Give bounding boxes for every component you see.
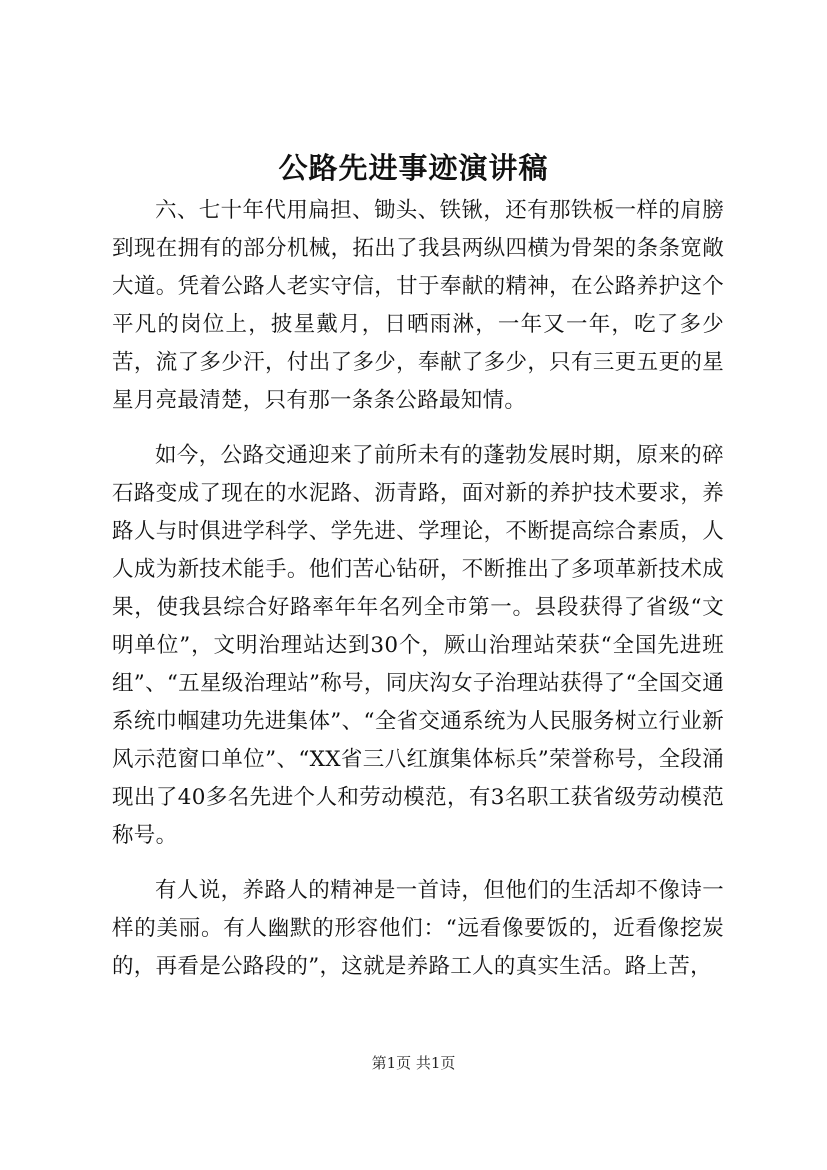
document-body <box>112 192 724 1003</box>
paragraph: 如今，公路交通迎来了前所未有的蓬勃发展时期，原来的碎石路变成了现在的水泥路、沥青路，面对新的养护技术要求，养路人与时俱进学科学、学先进、学理论，不断提高综合素质，人人成为新技术能手。他们苦心钻研，不断推出了多项革新技术成果，使我县综合好路率年年名列全市第一。县段获得了省级“文明单位”，文明治理站达到30个，厥山治理站荣获“全国先进班组”、“五星级治理站”称号，同庆沟女子治理站获得了“全国交通系统巾帼建功先进集体”、“全省交通系统为人民服务树立行业新风示范窗口单位”、“XX省三八红旗集体标兵”荣誉称号，全段涌现出了40多名先进个人和劳动模范，有3名职工获省级劳动模范称号。 <box>112 443 724 848</box>
document-title: 公路先进事迹演讲稿 <box>278 151 549 185</box>
paragraph: 有人说，养路人的精神是一首诗，但他们的生活却不像诗一样的美丽。有人幽默的形容他们：“远看像要饭的，近看像挖炭的，再看是公路段的”，这就是养路工人的真实生活。路上苦， <box>112 878 724 979</box>
page-number-footer: 第1页 共1页 <box>371 1054 456 1072</box>
paragraph: 六、七十年代用扁担、锄头、铁锹，还有那铁板一样的肩膀到现在拥有的部分机械，拓出了我县两纵四横为骨架的条条宽敞大道。凭着公路人老实守信，甘于奉献的精神，在公路养护这个平凡的岗位上，披星戴月，日晒雨淋，一年又一年，吃了多少苦，流了多少汗，付出了多少，奉献了多少，只有三更五更的星星月亮最清楚，只有那一条条公路最知情。 <box>112 198 724 413</box>
